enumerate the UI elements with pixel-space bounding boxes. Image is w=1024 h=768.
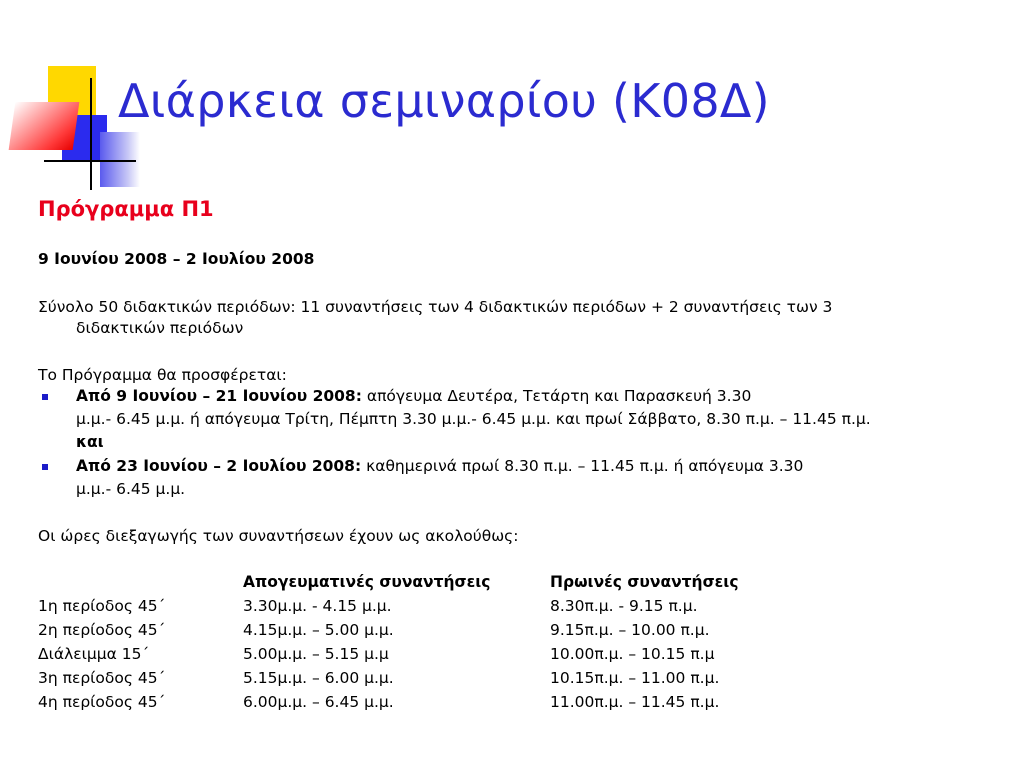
program-dates: 9 Ιουνίου 2008 – 2 Ιουλίου 2008	[38, 250, 315, 268]
afternoon-time: 3.30μ.μ. - 4.15 μ.μ.	[243, 597, 392, 615]
bullet-text-continued	[38, 478, 998, 501]
morning-time: 11.00π.μ. – 11.45 π.μ.	[550, 693, 720, 711]
slide-title: Διάρκεια σεμιναρίου (Κ08Δ)	[118, 74, 770, 128]
afternoon-time: 4.15μ.μ. – 5.00 μ.μ.	[243, 621, 394, 639]
schedule-bullet	[38, 455, 998, 501]
bullet-text	[38, 385, 998, 408]
header-morning: Πρωινές συναντήσεις	[550, 573, 739, 591]
bullet-text-line-2: μ.μ.- 6.45 μ.μ. ή απόγευμα Τρίτη, Πέμπτη 3.30 μ.μ.- 6.45 μ.μ. και πρωί Σάββατο, 8.30 π.μ. – 11.45 π.μ.	[76, 410, 871, 428]
morning-time: 10.15π.μ. – 11.00 π.μ.	[550, 669, 720, 687]
total-line-2: διδακτικών περιόδων	[76, 319, 244, 337]
bullet-text-line-1: απόγευμα Δευτέρα, Τετάρτη και Παρασκευή 3.30	[361, 387, 752, 405]
morning-time: 9.15π.μ. – 10.00 π.μ.	[550, 621, 710, 639]
bullet-text	[38, 455, 998, 478]
header-afternoon: Απογευματινές συναντήσεις	[243, 573, 491, 591]
period-label: 1η περίοδος 45΄	[38, 597, 166, 615]
bullet-bold-dates: Από 9 Ιουνίου – 21 Ιουνίου 2008:	[76, 387, 362, 405]
period-label: 2η περίοδος 45΄	[38, 621, 166, 639]
morning-time: 8.30π.μ. - 9.15 π.μ.	[550, 597, 698, 615]
logo-horizontal-line	[44, 160, 136, 162]
bullet-text-continued	[38, 408, 998, 454]
square-bullet-icon	[42, 394, 48, 400]
afternoon-time: 6.00μ.μ. – 6.45 μ.μ.	[243, 693, 394, 711]
schedule-bullet	[38, 385, 998, 454]
hours-intro: Οι ώρες διεξαγωγής των συναντήσεων έχουν ως ακολούθως:	[38, 527, 519, 545]
program-heading: Πρόγραμμα Π1	[38, 197, 214, 221]
bullet-bold-end: και	[76, 433, 104, 451]
period-label: 3η περίοδος 45΄	[38, 669, 166, 687]
logo-vertical-line	[90, 78, 92, 190]
square-bullet-icon	[42, 464, 48, 470]
red-gradient-square	[9, 102, 80, 150]
total-periods-text	[38, 297, 978, 339]
afternoon-time: 5.15μ.μ. – 6.00 μ.μ.	[243, 669, 394, 687]
bullet-bold-dates: Από 23 Ιουνίου – 2 Ιουλίου 2008:	[76, 457, 362, 475]
offer-intro: Το Πρόγραμμα θα προσφέρεται:	[38, 366, 287, 384]
bullet-text-line-2: μ.μ.- 6.45 μ.μ.	[76, 480, 186, 498]
morning-time: 10.00π.μ. – 10.15 π.μ	[550, 645, 715, 663]
total-line-1: Σύνολο 50 διδακτικών περιόδων: 11 συναντήσεις των 4 διδακτικών περιόδων + 2 συναντήσεις των 3	[38, 298, 833, 316]
period-label: Διάλειμμα 15΄	[38, 645, 150, 663]
afternoon-time: 5.00μ.μ. – 5.15 μ.μ	[243, 645, 389, 663]
period-label: 4η περίοδος 45΄	[38, 693, 166, 711]
bullet-text-line-1: καθημερινά πρωί 8.30 π.μ. – 11.45 π.μ. ή απόγευμα 3.30	[361, 457, 804, 475]
